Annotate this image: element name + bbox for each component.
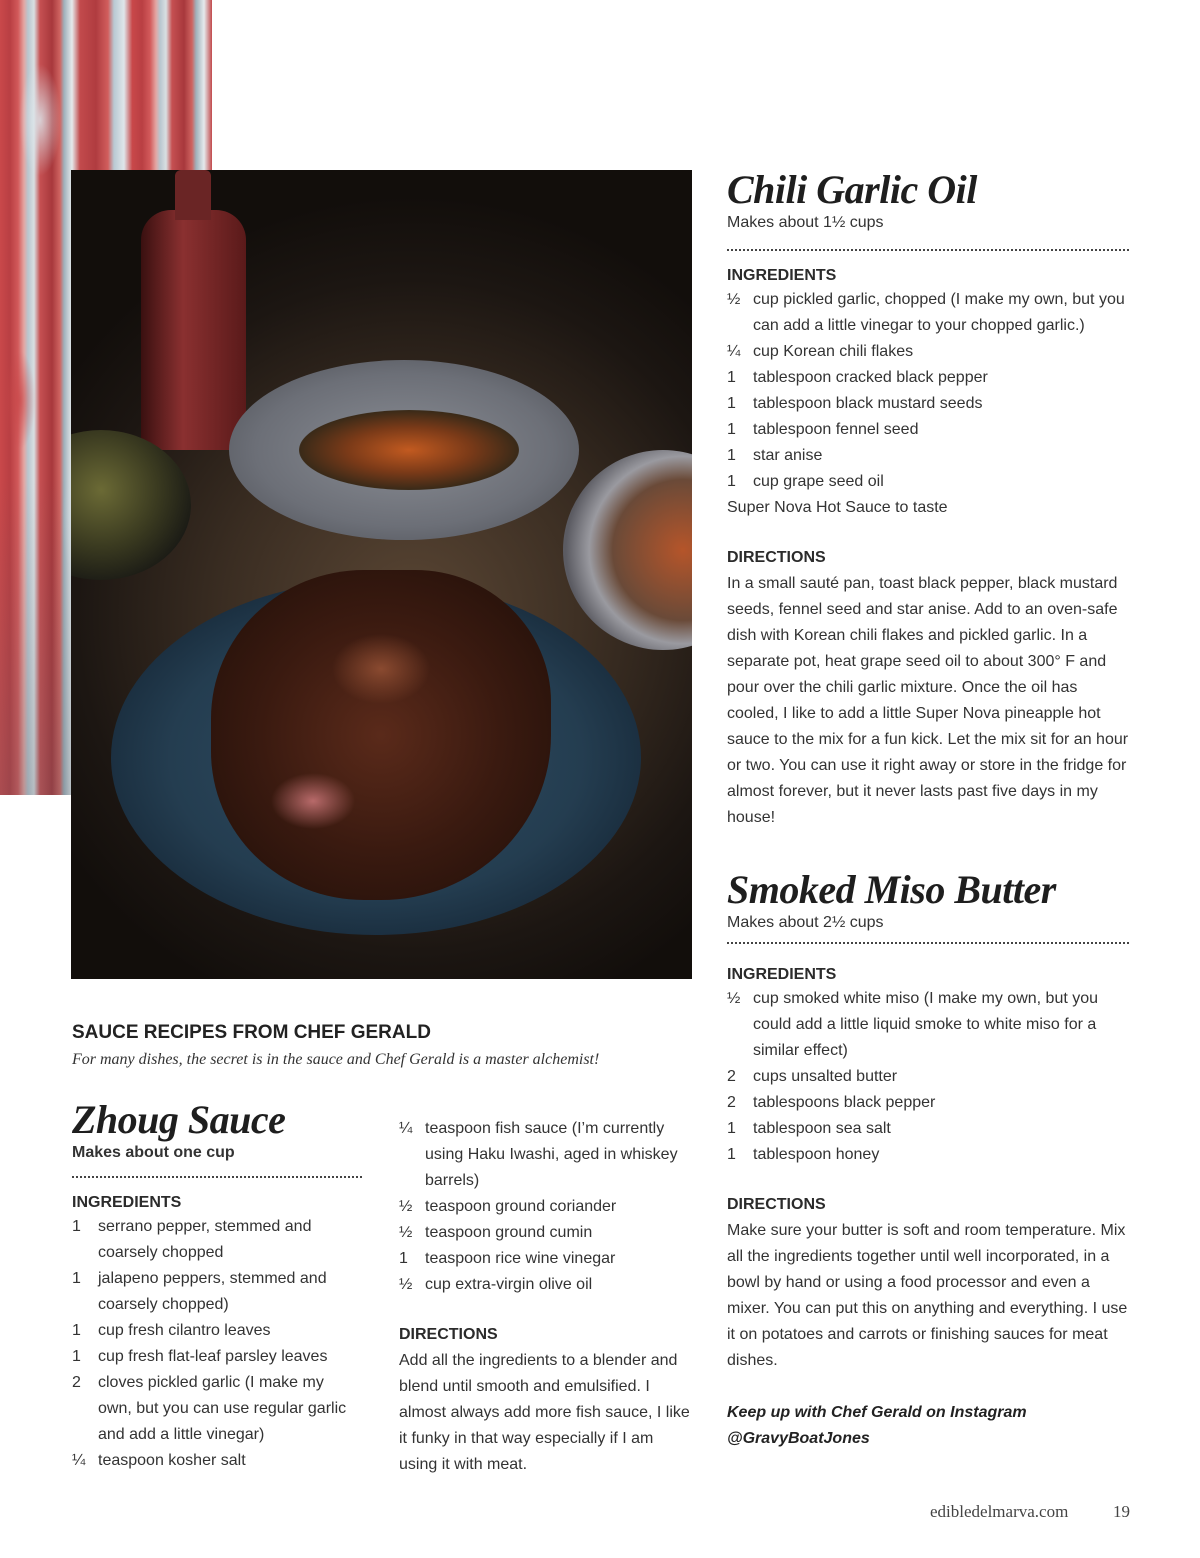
ingredient-list xyxy=(727,986,1129,1168)
instagram-callout: Keep up with Chef Gerald on Instagram xyxy=(727,1404,1027,1421)
hot-sauce-bottle xyxy=(141,210,246,450)
ingredient-list xyxy=(399,1116,694,1298)
recipe-yield: Makes about 1½ cups xyxy=(727,214,884,231)
page-number: 19 xyxy=(1113,1502,1130,1521)
ingredient-quantity: 1 xyxy=(727,421,736,438)
feature-subheading: For many dishes, the secret is in the sauce and Chef Gerald is a master alchemist! xyxy=(72,1051,600,1068)
recipe-yield: Makes about one cup xyxy=(72,1144,235,1161)
ingredient-text: serrano pepper, stemmed and coarsely chopped xyxy=(98,1218,312,1261)
ingredients-heading: INGREDIENTS xyxy=(727,966,837,983)
ingredient-item xyxy=(727,417,1129,443)
ingredient-extra: Super Nova Hot Sauce to taste xyxy=(727,499,948,516)
food-photo xyxy=(71,170,692,979)
recipe-yield: Makes about 2½ cups xyxy=(727,914,884,931)
ingredient-item xyxy=(72,1318,362,1344)
ingredient-item xyxy=(727,365,1129,391)
ingredient-item xyxy=(727,469,1129,495)
ingredient-text: tablespoons black pepper xyxy=(753,1094,936,1111)
ingredient-quantity: ½ xyxy=(399,1198,413,1215)
directions-text: Make sure your butter is soft and room temperature. Mix all the ingredients together until well incorporated, in a bowl by hand or using a food processor and even a mixer. You can put this on anything and everything. I use it on potatoes and carrots or finishing sauces for meat dishes. xyxy=(727,1222,1128,1369)
ingredient-text: cup extra-virgin olive oil xyxy=(425,1276,593,1293)
ingredient-text: teaspoon ground coriander xyxy=(425,1198,617,1215)
ingredient-item xyxy=(72,1266,362,1318)
ingredient-quantity: ¼ xyxy=(727,343,741,360)
ingredient-text: tablespoon sea salt xyxy=(753,1120,891,1137)
ingredient-item xyxy=(399,1220,694,1246)
ingredient-quantity: ¼ xyxy=(72,1452,86,1469)
directions-text: In a small sauté pan, toast black pepper, black mustard seeds, fennel seed and star anise. Add to an oven-safe dish with Korean chili flakes and pickled garlic. In a separate pot, heat grape seed oil to about 300° F and pour over the chili garlic mixture. Once the oil has cooled, I like to add a little Super Nova pineapple hot sauce to the mix for a fun kick. Let the mix sit for an hour or two. You can use it right away or store in the fridge for almost forever, but it never lasts past five days in my house! xyxy=(727,575,1129,826)
dotted-divider xyxy=(727,249,1129,251)
ingredient-quantity: 1 xyxy=(727,473,736,490)
ingredient-quantity: ¼ xyxy=(399,1120,413,1137)
carrot-plate xyxy=(229,360,579,540)
ingredient-text: tablespoon honey xyxy=(753,1146,880,1163)
potato-bowl xyxy=(71,430,191,580)
ingredient-quantity: ½ xyxy=(399,1276,413,1293)
ingredient-text: cup smoked white miso (I make my own, but you could add a little liquid smoke to white miso for a similar effect) xyxy=(753,990,1099,1059)
ingredient-item xyxy=(399,1272,694,1298)
ingredient-quantity: 1 xyxy=(727,1146,736,1163)
ingredient-text: cup Korean chili flakes xyxy=(753,343,914,360)
ingredient-quantity: 1 xyxy=(399,1250,408,1267)
ingredient-item xyxy=(72,1214,362,1266)
ingredient-quantity: 1 xyxy=(72,1270,81,1287)
page-footer xyxy=(930,1502,1130,1522)
ingredient-item xyxy=(72,1448,362,1474)
ingredient-text: cup fresh flat-leaf parsley leaves xyxy=(98,1348,328,1365)
ingredient-item xyxy=(727,1116,1129,1142)
ingredient-list xyxy=(72,1214,362,1474)
ingredient-quantity: 1 xyxy=(727,1120,736,1137)
ingredient-text: tablespoon black mustard seeds xyxy=(753,395,983,412)
ingredient-quantity: 1 xyxy=(727,447,736,464)
feature-header xyxy=(72,1021,692,1071)
ingredient-text: cloves pickled garlic (I make my own, but you can use regular garlic and add a little vinegar) xyxy=(98,1374,347,1443)
zhoug-sauce-continued xyxy=(399,1116,694,1478)
ingredient-item xyxy=(727,287,1129,339)
instagram-handle[interactable]: @GravyBoatJones xyxy=(727,1430,870,1447)
ingredient-item xyxy=(727,986,1129,1064)
ingredient-text: teaspoon rice wine vinegar xyxy=(425,1250,616,1267)
footer-website[interactable]: edibledelmarva.com xyxy=(930,1502,1069,1521)
ingredients-heading: INGREDIENTS xyxy=(72,1194,182,1211)
ingredient-item xyxy=(727,1090,1129,1116)
directions-heading: DIRECTIONS xyxy=(727,549,826,566)
recipe-title: Smoked Miso Butter xyxy=(727,867,1056,912)
dotted-divider xyxy=(72,1176,362,1178)
directions-text: Add all the ingredients to a blender and blend until smooth and emulsified. I almost always add more fish sauce, I like it funky in that way especially if I am using it with meat. xyxy=(399,1352,690,1473)
ingredient-quantity: 1 xyxy=(72,1348,81,1365)
recipe-title: Zhoug Sauce xyxy=(72,1097,286,1142)
ingredient-quantity: 1 xyxy=(72,1218,81,1235)
ingredient-text: tablespoon fennel seed xyxy=(753,421,919,438)
dotted-divider xyxy=(727,942,1129,944)
ingredient-text: jalapeno peppers, stemmed and coarsely chopped) xyxy=(98,1270,327,1313)
zhoug-sauce-recipe xyxy=(72,1098,362,1474)
directions-heading: DIRECTIONS xyxy=(727,1196,826,1213)
ingredient-quantity: 2 xyxy=(727,1068,736,1085)
ingredient-text: teaspoon ground cumin xyxy=(425,1224,593,1241)
ingredient-item xyxy=(399,1116,694,1194)
ingredient-text: cup grape seed oil xyxy=(753,473,884,490)
ingredient-quantity: 1 xyxy=(72,1322,81,1339)
ingredient-item xyxy=(72,1370,362,1448)
ingredient-quantity: 2 xyxy=(72,1374,81,1391)
ingredient-text: star anise xyxy=(753,447,823,464)
ingredient-text: teaspoon fish sauce (I’m currently using Haku Iwashi, aged in whiskey barrels) xyxy=(425,1120,678,1189)
ingredient-item xyxy=(399,1246,694,1272)
side-dish-bowl xyxy=(563,450,692,650)
ingredient-item xyxy=(72,1344,362,1370)
ingredient-text: cup pickled garlic, chopped (I make my own, but you can add a little vinegar to your chopped garlic.) xyxy=(753,291,1125,334)
ingredient-quantity: 1 xyxy=(727,395,736,412)
ingredient-text: cup fresh cilantro leaves xyxy=(98,1322,271,1339)
ingredient-item xyxy=(727,1142,1129,1168)
ingredient-item xyxy=(727,391,1129,417)
chili-garlic-oil-recipe xyxy=(727,168,1129,831)
ingredient-quantity: ½ xyxy=(727,291,741,308)
ingredient-item xyxy=(727,339,1129,365)
ingredient-quantity: ½ xyxy=(727,990,741,1007)
recipe-title: Chili Garlic Oil xyxy=(727,167,977,212)
ingredients-heading: INGREDIENTS xyxy=(727,267,837,284)
ingredient-item xyxy=(399,1194,694,1220)
directions-heading: DIRECTIONS xyxy=(399,1326,498,1343)
ingredient-quantity: ½ xyxy=(399,1224,413,1241)
smoked-miso-butter-recipe xyxy=(727,868,1129,1452)
ingredient-text: teaspoon kosher salt xyxy=(98,1452,246,1469)
feature-heading: SAUCE RECIPES FROM CHEF GERALD xyxy=(72,1022,431,1043)
ingredient-quantity: 2 xyxy=(727,1094,736,1111)
ingredient-item xyxy=(727,443,1129,469)
ingredient-text: tablespoon cracked black pepper xyxy=(753,369,988,386)
sliced-duck xyxy=(211,570,551,900)
ingredient-list xyxy=(727,287,1129,495)
ingredient-text: cups unsalted butter xyxy=(753,1068,898,1085)
ingredient-item xyxy=(727,1064,1129,1090)
ingredient-quantity: 1 xyxy=(727,369,736,386)
